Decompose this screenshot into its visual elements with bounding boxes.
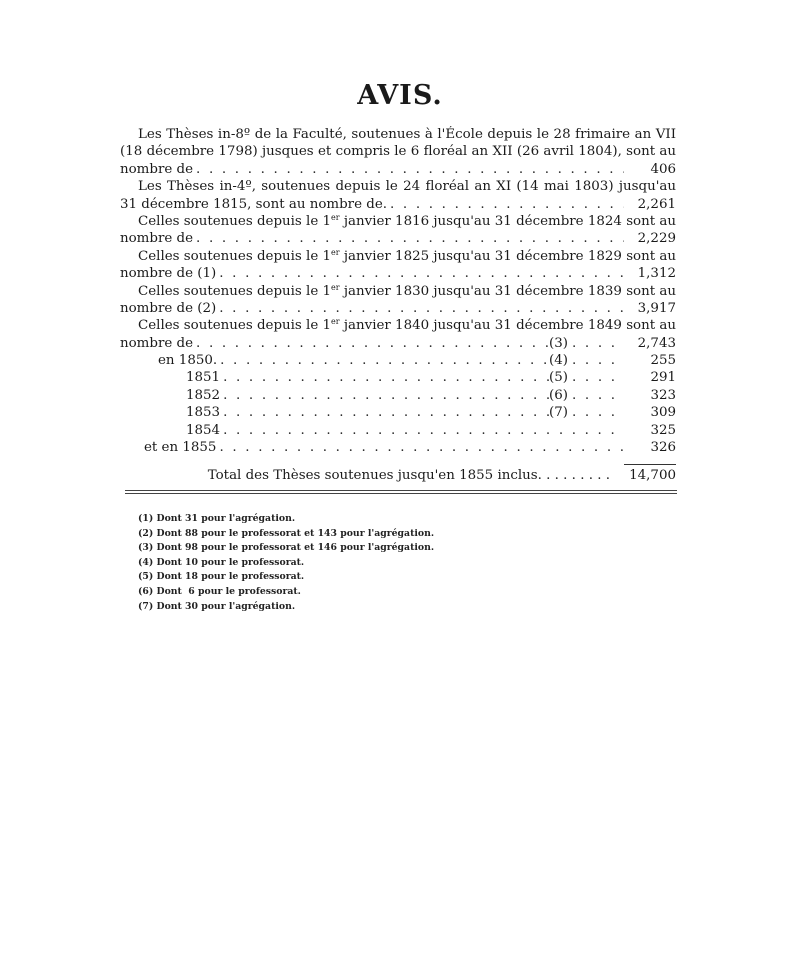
year-line	[120, 352, 676, 369]
text-line: Celles soutenues depuis le 1er janvier 1825 jusqu'au 31 décembre 1829 sont au	[138, 247, 676, 264]
paragraph-line	[120, 213, 676, 230]
entry-label: nombre de	[120, 161, 194, 177]
paragraph-line	[120, 283, 676, 300]
dot-leader	[568, 369, 624, 386]
year-value: 325	[650, 422, 676, 438]
entry-line	[120, 161, 676, 178]
total-line	[120, 464, 676, 484]
footnote-ref: (3)	[549, 335, 568, 351]
total-value: 14,700	[624, 464, 676, 484]
dot-leader	[387, 196, 624, 213]
year-line	[120, 387, 676, 404]
year-label: 1854	[186, 422, 221, 438]
dot-leader	[220, 387, 549, 404]
entry-value: 3,917	[637, 300, 676, 316]
dot-leader	[568, 352, 624, 369]
dot-leader	[193, 230, 624, 247]
entry-value: 1,312	[637, 266, 676, 282]
dot-leader	[220, 422, 624, 439]
entry-line	[120, 335, 676, 352]
footnote: (1) Dont 31 pour l'agrégation.	[138, 513, 296, 524]
text-line: Celles soutenues depuis le 1er janvier 1830 jusqu'au 31 décembre 1839 sont au	[138, 282, 676, 299]
footnote-ref: (7)	[549, 405, 568, 421]
text-line: Celles soutenues depuis le 1er janvier 1816 jusqu'au 31 décembre 1824 sont au	[138, 212, 676, 229]
paragraph-line	[120, 317, 676, 334]
year-label: et en 1855	[144, 440, 217, 456]
entry-label: nombre de	[120, 231, 194, 247]
footnote-ref: (5)	[549, 370, 568, 386]
entry-line	[120, 196, 676, 213]
entry-label: 31 décembre 1815, sont au nombre de.	[120, 196, 388, 212]
footnotes	[138, 512, 434, 614]
footnote: (3) Dont 98 pour le professorat et 146 pour l'agrégation.	[138, 542, 435, 554]
year-line	[120, 439, 676, 456]
paragraph-line	[120, 143, 676, 160]
year-label: 1851	[186, 370, 221, 386]
dot-leader	[568, 335, 624, 352]
paragraph-line	[120, 126, 676, 143]
dot-leader	[568, 404, 624, 421]
footnote: (7) Dont 30 pour l'agrégation.	[138, 600, 296, 612]
dot-leader	[220, 369, 549, 386]
dot-leader	[217, 352, 549, 369]
year-value: 255	[650, 353, 676, 369]
dot-leader	[193, 161, 624, 178]
footnote: (6) Dont 6 pour le professorat.	[138, 585, 301, 597]
paragraph-line	[120, 248, 676, 265]
year-label: 1853	[186, 405, 221, 421]
entry-label: nombre de	[120, 335, 194, 351]
year-value: 291	[650, 370, 676, 386]
footnote-ref: (4)	[549, 353, 568, 369]
theses-statistics	[120, 126, 676, 485]
year-value: 323	[650, 387, 676, 403]
entry-line	[120, 300, 676, 317]
entry-label: nombre de (1)	[120, 266, 217, 282]
dot-leader	[568, 387, 624, 404]
entry-line	[120, 230, 676, 247]
footnote-ref: (6)	[549, 387, 568, 403]
entry-value: 406	[650, 161, 676, 177]
dot-leader	[216, 265, 624, 282]
entry-value: 2,261	[637, 196, 676, 212]
text-line: Celles soutenues depuis le 1er janvier 1840 jusqu'au 31 décembre 1849 sont au	[138, 317, 676, 334]
entry-value: 2,743	[637, 335, 676, 351]
divider	[125, 490, 677, 494]
page-title: AVIS.	[357, 80, 443, 111]
year-line	[120, 404, 676, 421]
footnote: (5) Dont 18 pour le professorat.	[138, 571, 305, 583]
year-line	[120, 369, 676, 386]
total-label: Total des Thèses soutenues jusqu'en 1855 inclus. . . . . . . . .	[207, 468, 610, 484]
year-value: 309	[650, 405, 676, 421]
year-label: 1852	[186, 387, 221, 403]
dot-leader	[216, 300, 624, 317]
dot-leader	[220, 404, 549, 421]
text-line: Les Thèses in-4º, soutenues depuis le 24 floréal an XI (14 mai 1803) jusqu'au	[138, 179, 676, 195]
entry-value: 2,229	[637, 231, 676, 247]
paragraph-line	[120, 178, 676, 195]
year-label: en 1850.	[158, 353, 218, 369]
dot-leader	[193, 335, 549, 352]
footnote: (4) Dont 10 pour le professorat.	[138, 556, 305, 568]
dot-leader	[216, 439, 624, 456]
year-value: 326	[650, 440, 676, 456]
text-line: Les Thèses in-8º de la Faculté, soutenues à l'École depuis le 28 frimaire an VII	[138, 127, 676, 142]
entry-label: nombre de (2)	[120, 300, 217, 316]
text-line: (18 décembre 1798) jusques et compris le 6 floréal an XII (26 avril 1804), sont au	[120, 144, 676, 160]
year-line	[120, 422, 676, 439]
entry-line	[120, 265, 676, 282]
footnote: (2) Dont 88 pour le professorat et 143 pour l'agrégation.	[138, 527, 435, 539]
